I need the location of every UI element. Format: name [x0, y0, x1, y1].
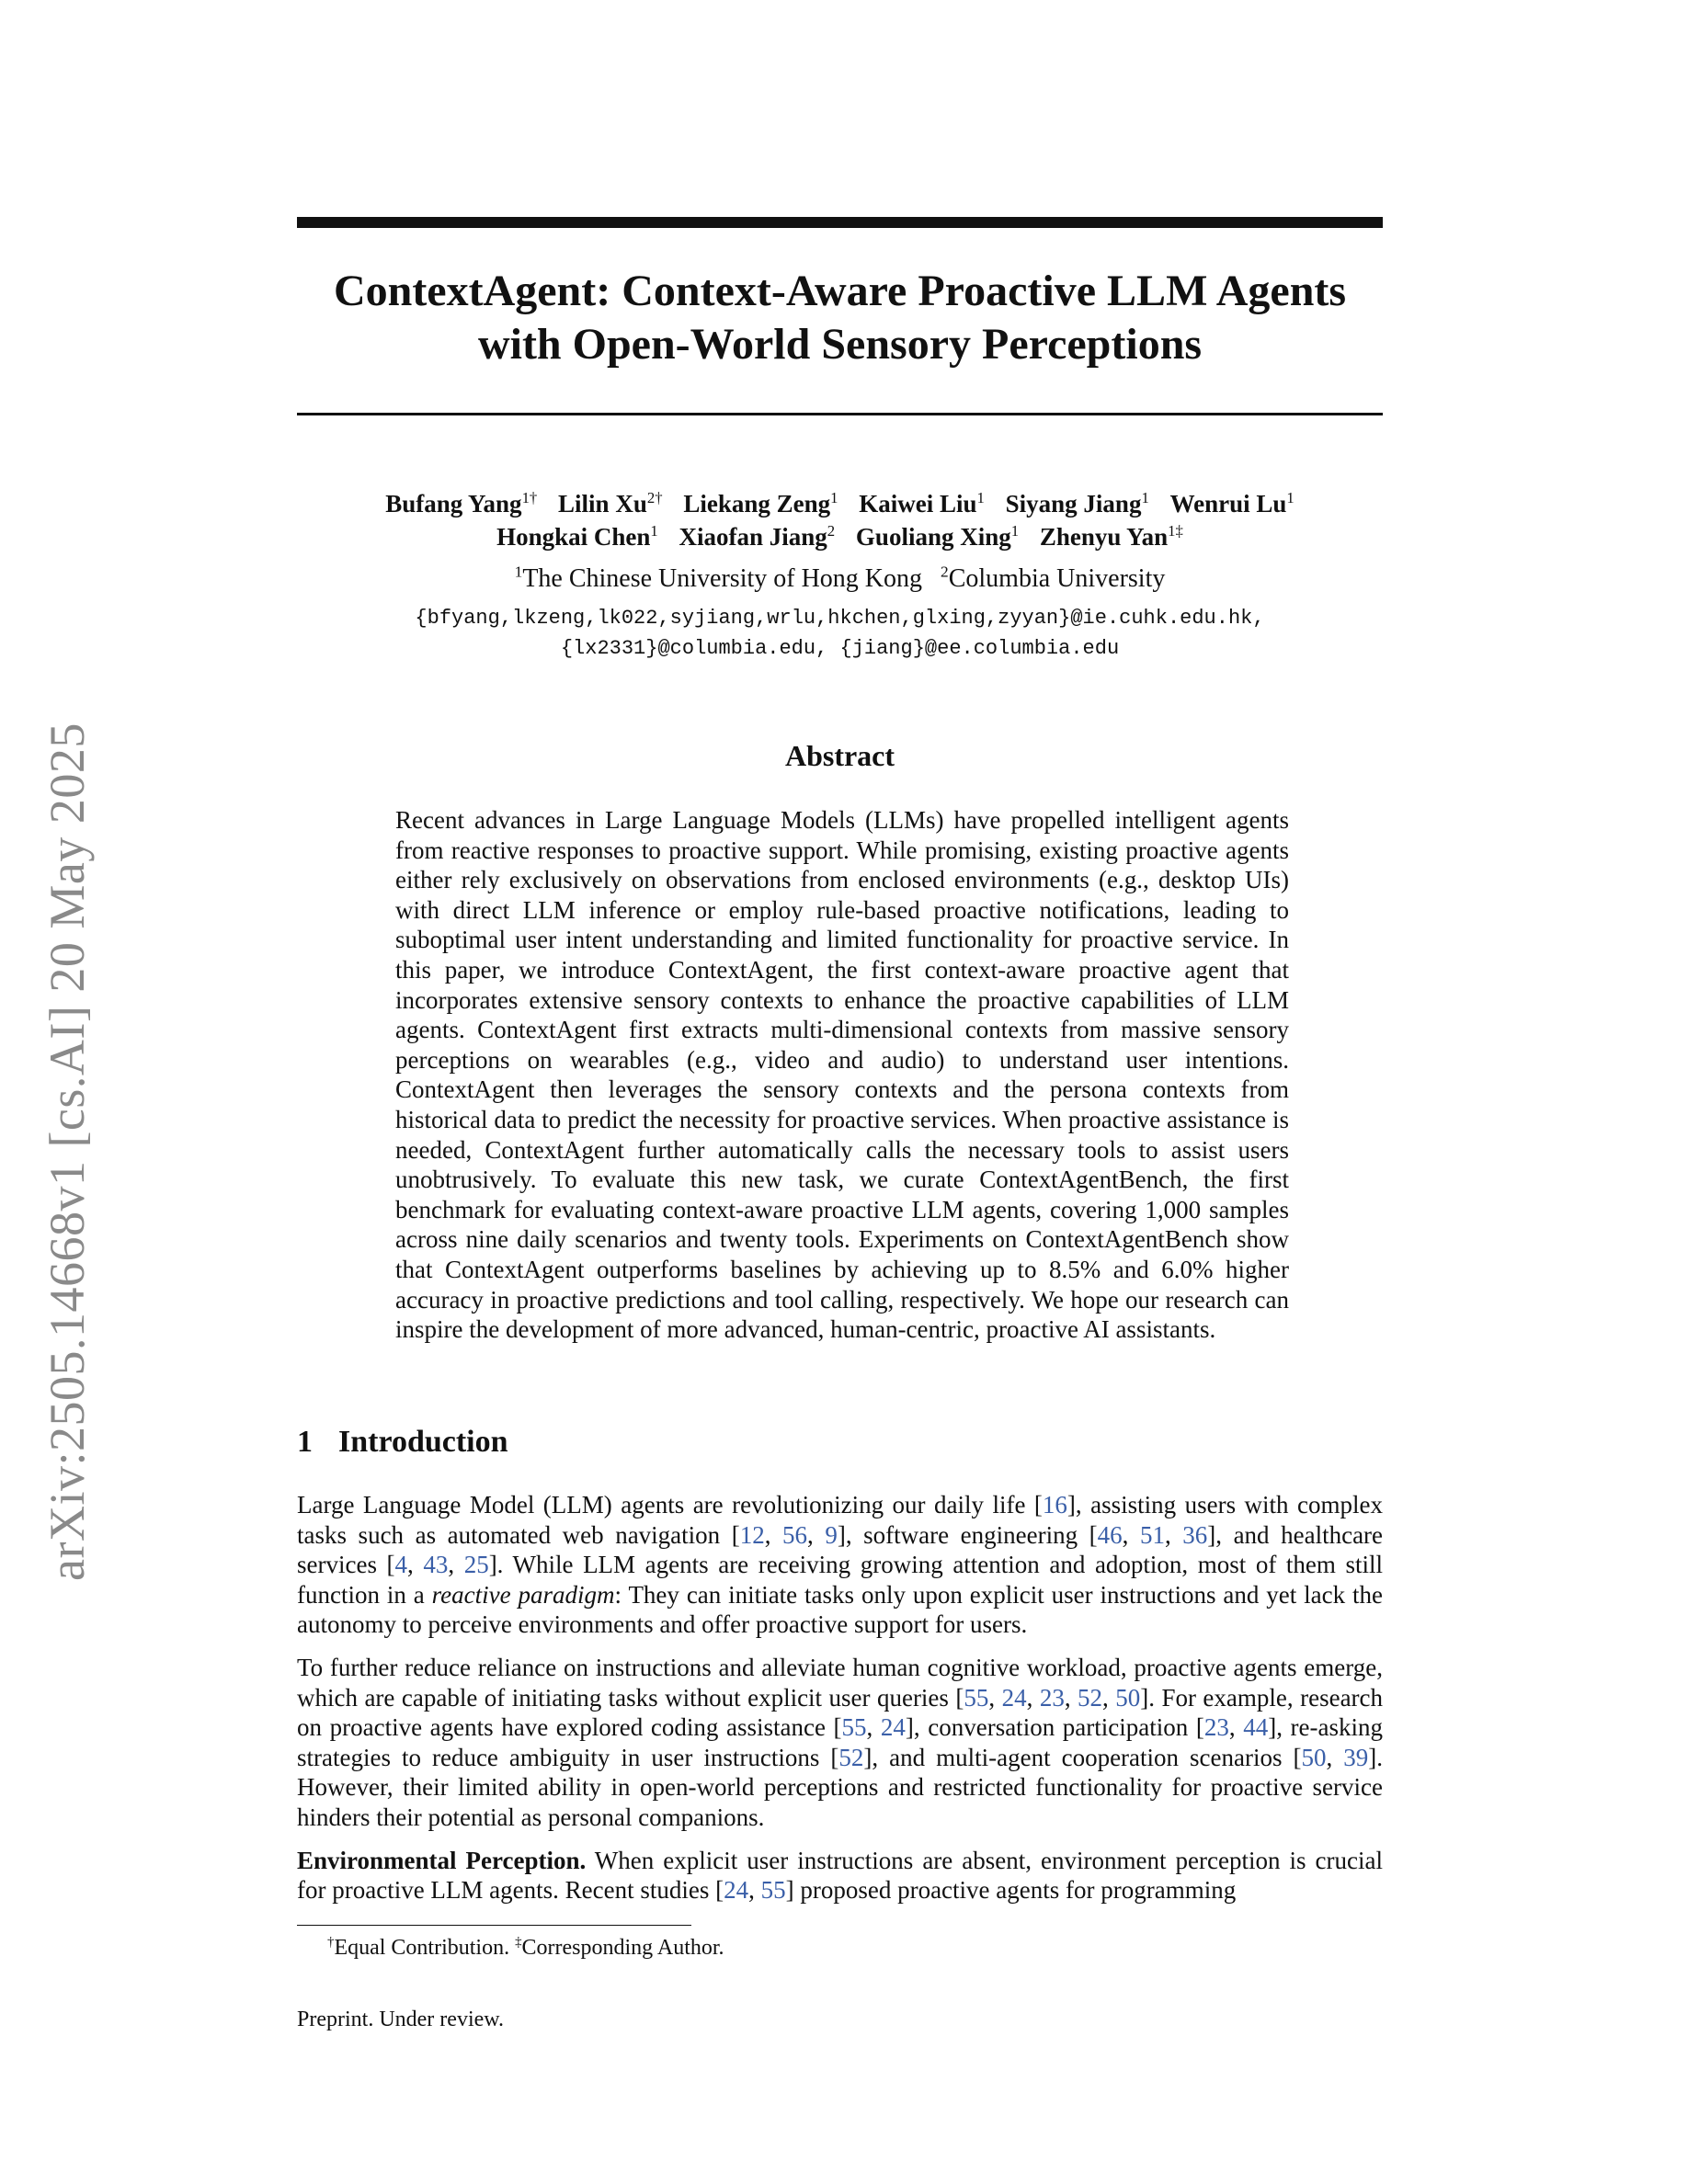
text-run: , [448, 1551, 464, 1579]
author-line-1 [297, 487, 1383, 520]
abstract-heading: Abstract [784, 739, 895, 772]
text-run: , [1064, 1683, 1078, 1712]
paragraph [297, 1653, 1383, 1833]
text-run: When explicit user instructions are absent, environment perception is crucial for proactive LLM agents. Recent studies [ [297, 1846, 1383, 1905]
author: Bufang Yang$^{1\dagger}$ [385, 489, 538, 518]
abstract-text: Recent advances in Large Language Models (LLMs) have propelled intelligent agents from reactive responses to proactive support. While promising, existing proactive agents either rely exclusively on observations from enclosed environments (e.g., desktop UIs) with direct LLM inference or employ rule-based proactive notifications, leading to suboptimal user intent understanding and limited functionality for proactive service. In this paper, we introduce ContextAgent, the first context-aware proactive agent that incorporates extensive sensory contexts to enhance the proactive capabilities of LLM agents. ContextAgent first extracts multi-dimensional contexts from massive sensory perceptions on wearables (e.g., video and audio) to understand user intentions. ContextAgent then leverages the sensory contexts and the persona contexts from historical data to predict the necessity for proactive services. When proactive assistance is needed, ContextAgent further automatically calls the necessary tools to assist users unobtrusively. To evaluate this new task, we curate ContextAgentBench, the first benchmark for evaluating context-aware proactive LLM agents, covering 1,000 samples across nine daily scenarios and twenty tools. Experiments on ContextAgentBench show that ContextAgent outperforms baselines by achieving up to 8.5% and 6.0% higher accuracy in proactive predictions and tool calling, respectively. We hope our research can inspire the development of more advanced, human-centric, proactive AI assistants. [395, 806, 1289, 1344]
text-run: , [988, 1683, 1002, 1712]
email-line-2: {lx2331}@columbia.edu, {jiang}@ee.columbia.edu [560, 637, 1120, 660]
citation-link[interactable]: 52 [838, 1743, 864, 1771]
text-run: ]. For example, research on proactive agents have explored coding assistance [ [297, 1683, 1384, 1742]
paragraph-run-in-heading: Environmental Perception. [297, 1846, 587, 1874]
citation-link[interactable]: 43 [423, 1551, 449, 1579]
author-line-2 [297, 520, 1383, 553]
text-run: , [1102, 1683, 1116, 1712]
paper-title: ContextAgent: Context-Aware Proactive LLM Agents with Open-World Sensory Perceptions [333, 267, 1347, 369]
author: Liekang Zeng$^1$ [683, 489, 838, 518]
author: Zhenyu Yan$^{1\ddagger}$ [1039, 522, 1183, 551]
author-emails [297, 603, 1383, 664]
text-run: , [407, 1551, 424, 1579]
author: Hongkai Chen$^1$ [496, 522, 658, 551]
citation-link[interactable]: 24 [724, 1876, 749, 1905]
text-run: , [1026, 1683, 1040, 1712]
text-run: , [748, 1876, 761, 1905]
section-heading [297, 1425, 508, 1460]
text-run: , [1326, 1743, 1344, 1771]
citation-link[interactable]: 46 [1097, 1520, 1123, 1549]
text-run: , [1228, 1713, 1244, 1742]
text-run: , [1122, 1520, 1140, 1549]
citation-link[interactable]: 24 [880, 1713, 906, 1742]
affiliation-name: Columbia University [948, 564, 1166, 593]
paragraph [297, 1490, 1383, 1640]
citation-link[interactable]: 25 [463, 1551, 489, 1579]
text-run: ], assisting users with complex tasks such as automated web navigation [ [297, 1491, 1383, 1549]
author: Siyang Jiang$^1$ [1005, 489, 1149, 518]
section-title: Introduction [338, 1425, 508, 1459]
footnote-rule [297, 1925, 691, 1926]
author: Xiaofan Jiang$^2$ [679, 522, 836, 551]
text-run: ], conversation participation [ [905, 1713, 1204, 1742]
title-bottom-rule [297, 413, 1383, 415]
introduction-body [297, 1490, 1383, 1918]
text-run: To further reduce reliance on instructions and alleviate human cognitive workload, proactive agents emerge, which are capable of initiating tasks without explicit user queries [ [297, 1653, 1383, 1712]
citation-link[interactable]: 50 [1115, 1683, 1141, 1712]
text-run: ], software engineering [ [837, 1520, 1098, 1549]
author: Guoliang Xing$^1$ [855, 522, 1020, 551]
author-list [297, 487, 1383, 553]
footnote: †Equal Contribution. ‡Corresponding Author. [327, 1935, 724, 1960]
text-run: ]. While LLM agents are receiving growing attention and adoption, most of them still function in a [297, 1551, 1383, 1609]
emphasis: reactive paradigm [431, 1580, 615, 1609]
preprint-note: Preprint. Under review. [297, 2008, 505, 2031]
text-run: : They can initiate tasks only upon explicit user instructions and yet lack the autonomy to perceive environments and offer proactive support for users. [297, 1580, 1384, 1639]
citation-link[interactable]: 50 [1301, 1743, 1327, 1771]
citation-link[interactable]: 44 [1243, 1713, 1269, 1742]
citation-link[interactable]: 56 [782, 1520, 808, 1549]
text-run: ], and healthcare services [ [297, 1520, 1384, 1579]
author: Kaiwei Liu$^1$ [859, 489, 985, 518]
affiliations: $^1$The Chinese University of Hong Kong $^2$Columbia University [514, 563, 1166, 593]
text-run: ], re-asking strategies to reduce ambiguity in user instructions [ [297, 1713, 1384, 1771]
citation-link[interactable]: 23 [1203, 1713, 1229, 1742]
text-run: ] proposed proactive agents for programming [785, 1876, 1237, 1905]
citation-link[interactable]: 9 [825, 1520, 838, 1549]
citation-link[interactable]: 36 [1182, 1520, 1208, 1549]
citation-link[interactable]: 23 [1039, 1683, 1065, 1712]
citation-link[interactable]: 52 [1078, 1683, 1103, 1712]
text-run: , [764, 1520, 783, 1549]
paragraph [297, 1846, 1383, 1905]
section-number: 1 [297, 1425, 313, 1459]
citation-link[interactable]: 24 [1001, 1683, 1027, 1712]
citation-link[interactable]: 55 [841, 1713, 867, 1742]
text-run: , [807, 1520, 826, 1549]
affiliation-name: The Chinese University of Hong Kong [522, 564, 923, 593]
arxiv-side-stamp: arXiv:2505.14668v1 [cs.AI] 20 May 2025 [40, 722, 95, 1581]
citation-link[interactable]: 55 [760, 1876, 786, 1905]
citation-link[interactable]: 12 [739, 1520, 765, 1549]
citation-link[interactable]: 55 [964, 1683, 989, 1712]
citation-link[interactable]: 4 [394, 1551, 408, 1579]
text-run: ], and multi-agent cooperation scenarios [ [863, 1743, 1302, 1771]
text-run: , [866, 1713, 881, 1742]
citation-link[interactable]: 39 [1343, 1743, 1369, 1771]
author: Wenrui Lu$^1$ [1169, 489, 1295, 518]
text-run: , [1164, 1520, 1183, 1549]
email-line-1: {bfyang,lkzeng,lk022,syjiang,wrlu,hkchen,glxing,zyyan}@ie.cuhk.edu.hk, [415, 607, 1265, 630]
citation-link[interactable]: 16 [1042, 1491, 1067, 1519]
text-run: ]. However, their limited ability in open-world perceptions and restricted functionality for proactive service hinders their potential as personal companions. [297, 1743, 1384, 1831]
author: Lilin $Xu^{2\dagger}$ [558, 489, 663, 518]
citation-link[interactable]: 51 [1139, 1520, 1165, 1549]
title-top-rule [297, 217, 1383, 228]
text-run: Large Language Model (LLM) agents are revolutionizing our daily life [ [297, 1491, 1043, 1519]
